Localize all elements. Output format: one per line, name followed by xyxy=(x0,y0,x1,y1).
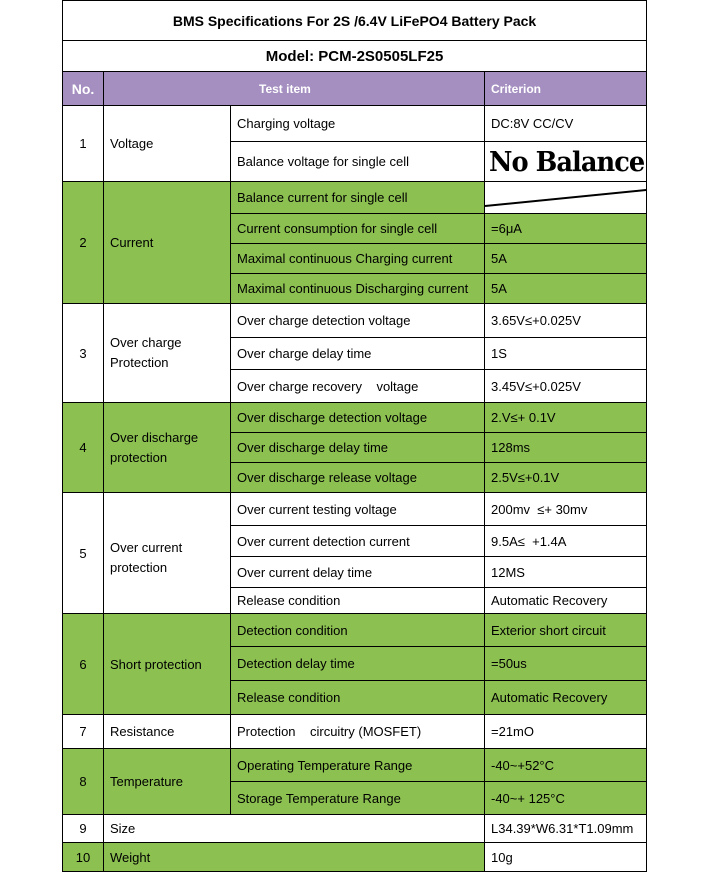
test-item: Over charge detection voltage xyxy=(231,304,485,338)
section-no: 2 xyxy=(63,182,104,304)
criterion: 128ms xyxy=(485,433,647,463)
test-item: Charging voltage xyxy=(231,106,485,142)
criterion: 5A xyxy=(485,274,647,304)
criterion: Automatic Recovery xyxy=(485,681,647,715)
header-criterion: Criterion xyxy=(485,72,647,106)
section-no: 6 xyxy=(63,614,104,715)
test-item: Current consumption for single cell xyxy=(231,214,485,244)
criterion: 2.5V≤+0.1V xyxy=(485,463,647,493)
no-balance-stamp: No Balance xyxy=(489,147,645,178)
section-no: 8 xyxy=(63,749,104,815)
criterion: DC:8V CC/CV xyxy=(485,106,647,142)
test-item: Over discharge detection voltage xyxy=(231,403,485,433)
section-name: Over discharge protection xyxy=(104,403,231,493)
criterion: 10g xyxy=(485,843,647,872)
criterion: 5A xyxy=(485,244,647,274)
section-name: Short protection xyxy=(104,614,231,715)
test-item: Release condition xyxy=(231,588,485,614)
header-test-item: Test item xyxy=(104,72,485,106)
test-item: Over current detection current xyxy=(231,526,485,557)
criterion: =50us xyxy=(485,647,647,681)
test-item: Balance voltage for single cell xyxy=(231,142,485,182)
section-name: Resistance xyxy=(104,715,231,749)
criterion: Exterior short circuit xyxy=(485,614,647,647)
test-item: Over charge delay time xyxy=(231,338,485,370)
section-no: 3 xyxy=(63,304,104,403)
test-item: Over current delay time xyxy=(231,557,485,588)
test-item: Over discharge delay time xyxy=(231,433,485,463)
section-name: Temperature xyxy=(104,749,231,815)
test-item: Release condition xyxy=(231,681,485,715)
section-name: Over current protection xyxy=(104,493,231,614)
bms-spec-table xyxy=(62,0,647,872)
criterion: Automatic Recovery xyxy=(485,588,647,614)
test-item: Operating Temperature Range xyxy=(231,749,485,782)
criterion: =6μA xyxy=(485,214,647,244)
table-title: BMS Specifications For 2S /6.4V LiFePO4 Battery Pack xyxy=(63,1,647,41)
section-name: Size xyxy=(104,815,485,843)
criterion: 9.5A≤ +1.4A xyxy=(485,526,647,557)
test-item: Balance current for single cell xyxy=(231,182,485,214)
section-name: Over charge Protection xyxy=(104,304,231,403)
section-name: Voltage xyxy=(104,106,231,182)
criterion: -40~+52°C xyxy=(485,749,647,782)
section-no: 5 xyxy=(63,493,104,614)
criterion: 3.65V≤+0.025V xyxy=(485,304,647,338)
not-applicable-slash xyxy=(485,182,647,214)
test-item: Maximal continuous Discharging current xyxy=(231,274,485,304)
test-item: Detection delay time xyxy=(231,647,485,681)
test-item: Detection condition xyxy=(231,614,485,647)
section-no: 1 xyxy=(63,106,104,182)
slash-line xyxy=(485,189,646,207)
section-no: 4 xyxy=(63,403,104,493)
model-number: Model: PCM-2S0505LF25 xyxy=(63,41,647,72)
test-item: Over discharge release voltage xyxy=(231,463,485,493)
section-name: Weight xyxy=(104,843,485,872)
criterion: 12MS xyxy=(485,557,647,588)
test-item: Over charge recovery voltage xyxy=(231,370,485,403)
section-no: 10 xyxy=(63,843,104,872)
criterion: L34.39*W6.31*T1.09mm xyxy=(485,815,647,843)
criterion: -40~+ 125°C xyxy=(485,782,647,815)
test-item: Maximal continuous Charging current xyxy=(231,244,485,274)
section-no: 7 xyxy=(63,715,104,749)
section-no: 9 xyxy=(63,815,104,843)
criterion: 200mv ≤+ 30mv xyxy=(485,493,647,526)
criterion: 3.45V≤+0.025V xyxy=(485,370,647,403)
header-no: No. xyxy=(63,72,104,106)
criterion: 2.V≤+ 0.1V xyxy=(485,403,647,433)
test-item: Protection circuitry (MOSFET) xyxy=(231,715,485,749)
criterion: 1S xyxy=(485,338,647,370)
section-name: Current xyxy=(104,182,231,304)
test-item: Storage Temperature Range xyxy=(231,782,485,815)
test-item: Over current testing voltage xyxy=(231,493,485,526)
criterion: =21mO xyxy=(485,715,647,749)
